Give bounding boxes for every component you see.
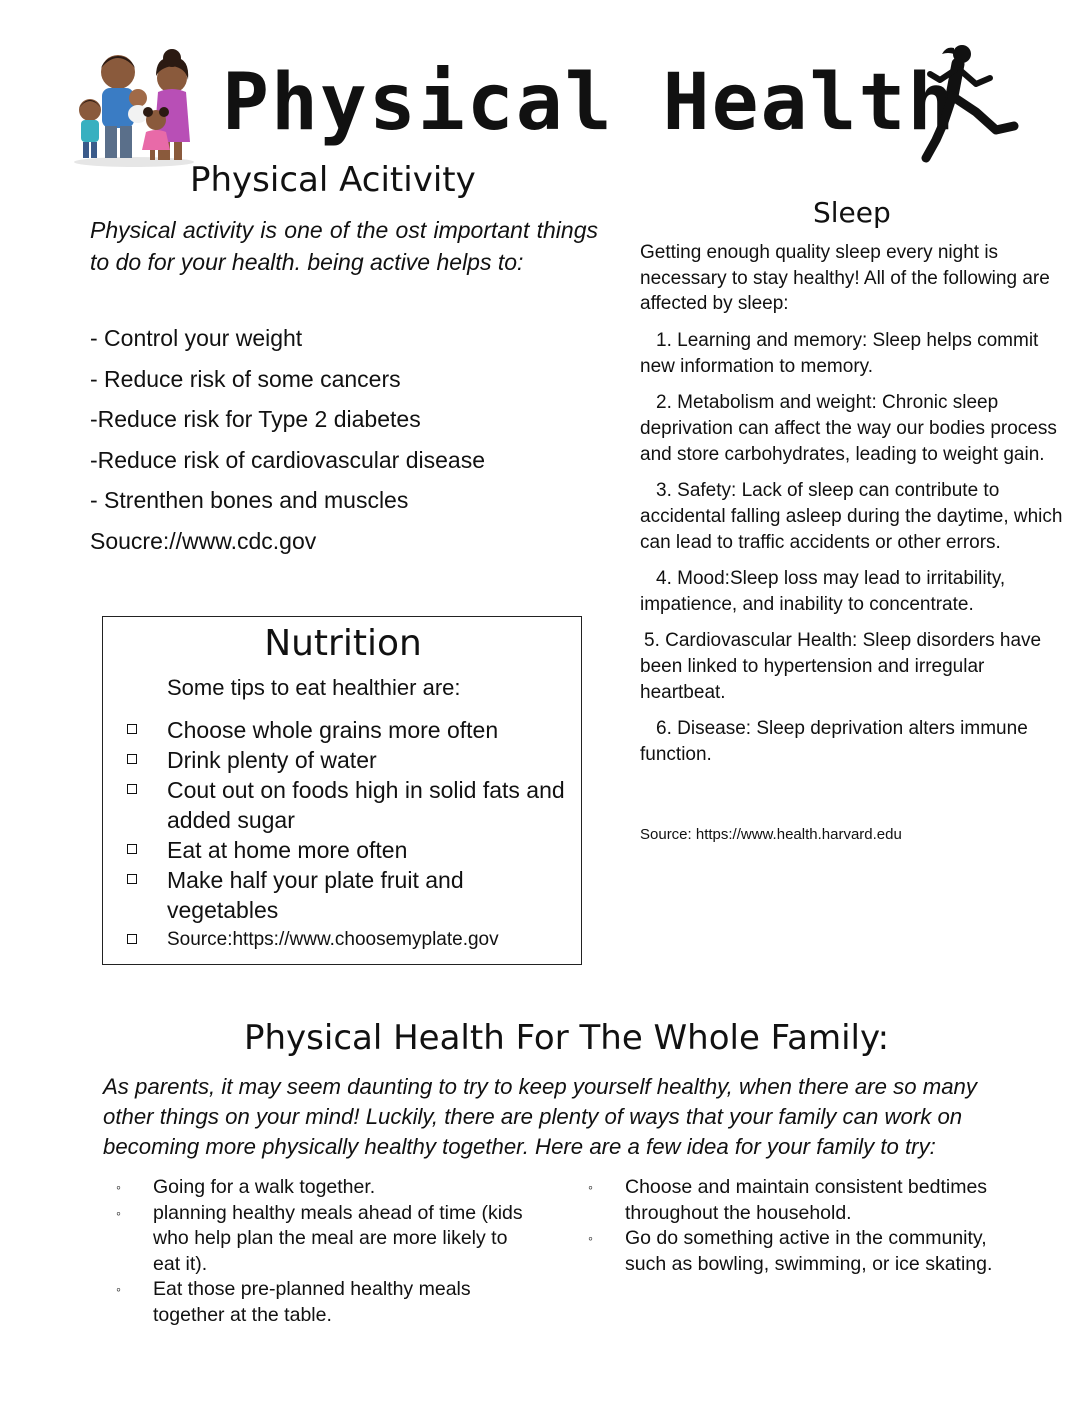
nutrition-tip: Choose whole grains more often (127, 715, 567, 745)
activity-benefit: - Reduce risk of some cancers (90, 365, 401, 392)
nutrition-tip: Drink plenty of water (127, 745, 567, 775)
family-intro: As parents, it may seem daunting to try to keep yourself healthy, when there are so many other things on your mind! Luckily, there are plenty of ways that your family can work on becoming more physically healthy together. Here are a few idea for your family to try: (103, 1074, 977, 1159)
family-heading: Physical Health For The Whole Family: (244, 1018, 890, 1058)
sleep-heading: Sleep (813, 196, 891, 229)
square-bullet-icon (127, 784, 137, 794)
sleep-effect: 5. Cardiovascular Health: Sleep disorders have been linked to hypertension and irregular heartbeat. (640, 629, 1042, 703)
nutrition-tip: Eat at home more often (127, 835, 567, 865)
circle-bullet-icon: ◦ (116, 1179, 121, 1195)
sleep-effect: 3. Safety: Lack of sleep can contribute to accidental falling asleep during the daytime, which can lead to traffic accidents or other errors. (640, 479, 1063, 553)
circle-bullet-icon: ◦ (588, 1179, 593, 1195)
family-idea: ◦ Go do something active in the community, such as bowling, swimming, or ice skating. (588, 1227, 993, 1275)
nutrition-source: Source:https://www.choosemyplate.gov (127, 925, 567, 955)
circle-bullet-icon: ◦ (116, 1281, 121, 1298)
sleep-effect: 1. Learning and memory: Sleep helps commit new information to memory. (640, 330, 1039, 377)
circle-bullet-icon: ◦ (116, 1204, 121, 1221)
activity-benefit: - Strenthen bones and muscles (90, 487, 409, 514)
family-idea: ◦ planning healthy meals ahead of time (kids who help plan the meal are more likely to eat it). (116, 1201, 523, 1275)
nutrition-heading: Nutrition (264, 623, 422, 664)
activity-benefit: - Control your weight (90, 325, 303, 351)
runner-illustration (918, 40, 1022, 164)
square-bullet-icon (127, 844, 137, 854)
nutrition-tip: Make half your plate fruit and vegetables (127, 865, 567, 925)
physical-activity-heading: Physical Acitivity (190, 160, 476, 200)
activity-benefit: -Reduce risk of cardiovascular disease (90, 446, 486, 473)
nutrition-tips-list (127, 715, 567, 955)
sleep-effect: 6. Disease: Sleep deprivation alters immune function. (640, 717, 1028, 765)
square-bullet-icon (127, 934, 137, 944)
sleep-effects-list (640, 328, 1070, 778)
family-ideas-right (588, 1175, 1028, 1277)
activity-source: Soucre://www.cdc.gov (90, 527, 317, 554)
physical-activity-intro: Physical activity is one of the ost important things to do for your health. being active helps to: (90, 217, 598, 275)
square-bullet-icon (127, 874, 137, 884)
family-illustration (72, 46, 202, 168)
physical-activity-list (90, 318, 600, 562)
family-idea: ◦ Eat those pre-planned healthy meals together at the table. (116, 1278, 471, 1326)
family-ideas-left (116, 1175, 536, 1329)
sleep-effect: 2. Metabolism and weight: Chronic sleep deprivation can affect the way our bodies process and store carbohydrates, leading to weight gain. (640, 392, 1057, 465)
sleep-effect: 4. Mood:Sleep loss may lead to irritability, impatience, and inability to concentrate. (640, 567, 1006, 615)
family-idea: ◦ Choose and maintain consistent bedtimes throughout the household. (588, 1176, 988, 1224)
sleep-source: Source: https://www.health.harvard.edu (640, 826, 902, 843)
activity-benefit: -Reduce risk for Type 2 diabetes (90, 406, 421, 433)
family-idea: ◦ Going for a walk together. (116, 1175, 536, 1201)
circle-bullet-icon: ◦ (588, 1230, 593, 1247)
square-bullet-icon (127, 724, 137, 734)
square-bullet-icon (127, 754, 137, 764)
page-title: Physical Health (222, 58, 957, 148)
sleep-intro: Getting enough quality sleep every night is necessary to stay healthy! All of the following are affected by sleep: (640, 242, 1050, 314)
nutrition-tip: Cout out on foods high in solid fats and added sugar (127, 775, 567, 835)
nutrition-intro: Some tips to eat healthier are: (167, 675, 461, 700)
nutrition-box (102, 616, 582, 965)
